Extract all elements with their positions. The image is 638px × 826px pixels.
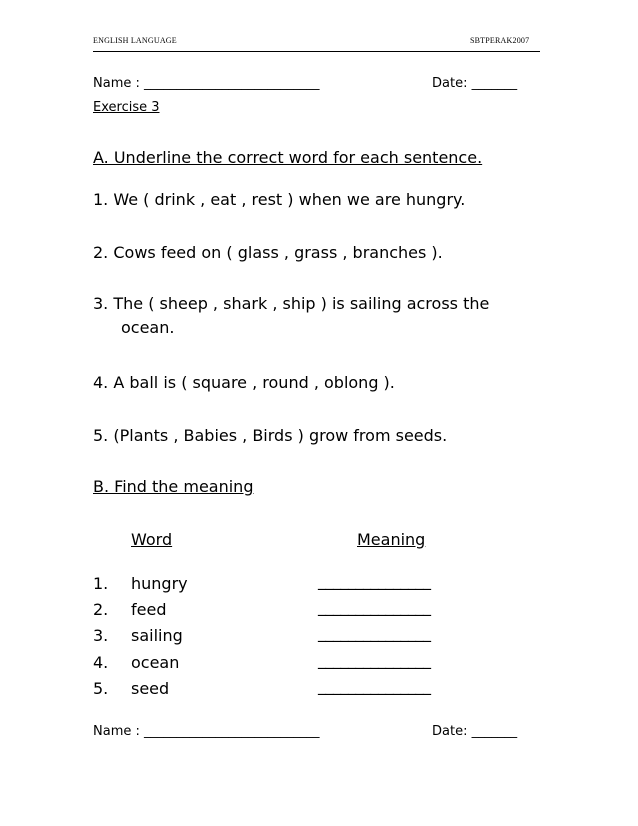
name-field-bottom: Name : ___________________________ <box>93 724 320 739</box>
exercise-title: Exercise 3 <box>93 100 160 115</box>
date-field-bottom: Date: _______ <box>432 724 518 739</box>
row-1-number: 1. <box>93 574 109 593</box>
header-subject: ENGLISH LANGUAGE <box>93 36 177 45</box>
section-a-title: A. Underline the correct word for each sentence. <box>93 148 483 167</box>
sentence-5: 5. (Plants , Babies , Birds ) grow from seeds. <box>93 426 448 445</box>
sentence-4: 4. A ball is ( square , round , oblong ). <box>93 373 395 392</box>
row-4-word: ocean <box>131 653 180 672</box>
column-meaning-heading: Meaning <box>357 530 426 549</box>
column-word-heading: Word <box>131 530 173 549</box>
sentence-2: 2. Cows feed on ( glass , grass , branches ). <box>93 243 443 262</box>
row-1-word: hungry <box>131 574 188 593</box>
row-2-word: feed <box>131 600 167 619</box>
row-3-number: 3. <box>93 626 109 645</box>
date-field-top: Date: _______ <box>432 76 518 91</box>
section-b-title: B. Find the meaning <box>93 477 254 496</box>
row-5-number: 5. <box>93 679 109 698</box>
row-4-answer-line: _______________ <box>318 650 431 669</box>
row-2-answer-line: _______________ <box>318 597 431 616</box>
row-3-answer-line: _______________ <box>318 623 431 642</box>
row-1-answer-line: _______________ <box>318 571 431 590</box>
sentence-3-line-1: 3. The ( sheep , shark , ship ) is sailing across the <box>93 294 490 313</box>
row-5-answer-line: _______________ <box>318 676 431 695</box>
row-2-number: 2. <box>93 600 109 619</box>
name-field-top: Name : ___________________________ <box>93 76 320 91</box>
row-5-word: seed <box>131 679 170 698</box>
sentence-3-line-2: ocean. <box>121 318 175 337</box>
header-code: SBTPERAK2007 <box>470 36 530 45</box>
row-4-number: 4. <box>93 653 109 672</box>
row-3-word: sailing <box>131 626 183 645</box>
header-divider <box>93 51 540 52</box>
sentence-1: 1. We ( drink , eat , rest ) when we are hungry. <box>93 190 466 209</box>
sentence-3 <box>93 292 489 340</box>
